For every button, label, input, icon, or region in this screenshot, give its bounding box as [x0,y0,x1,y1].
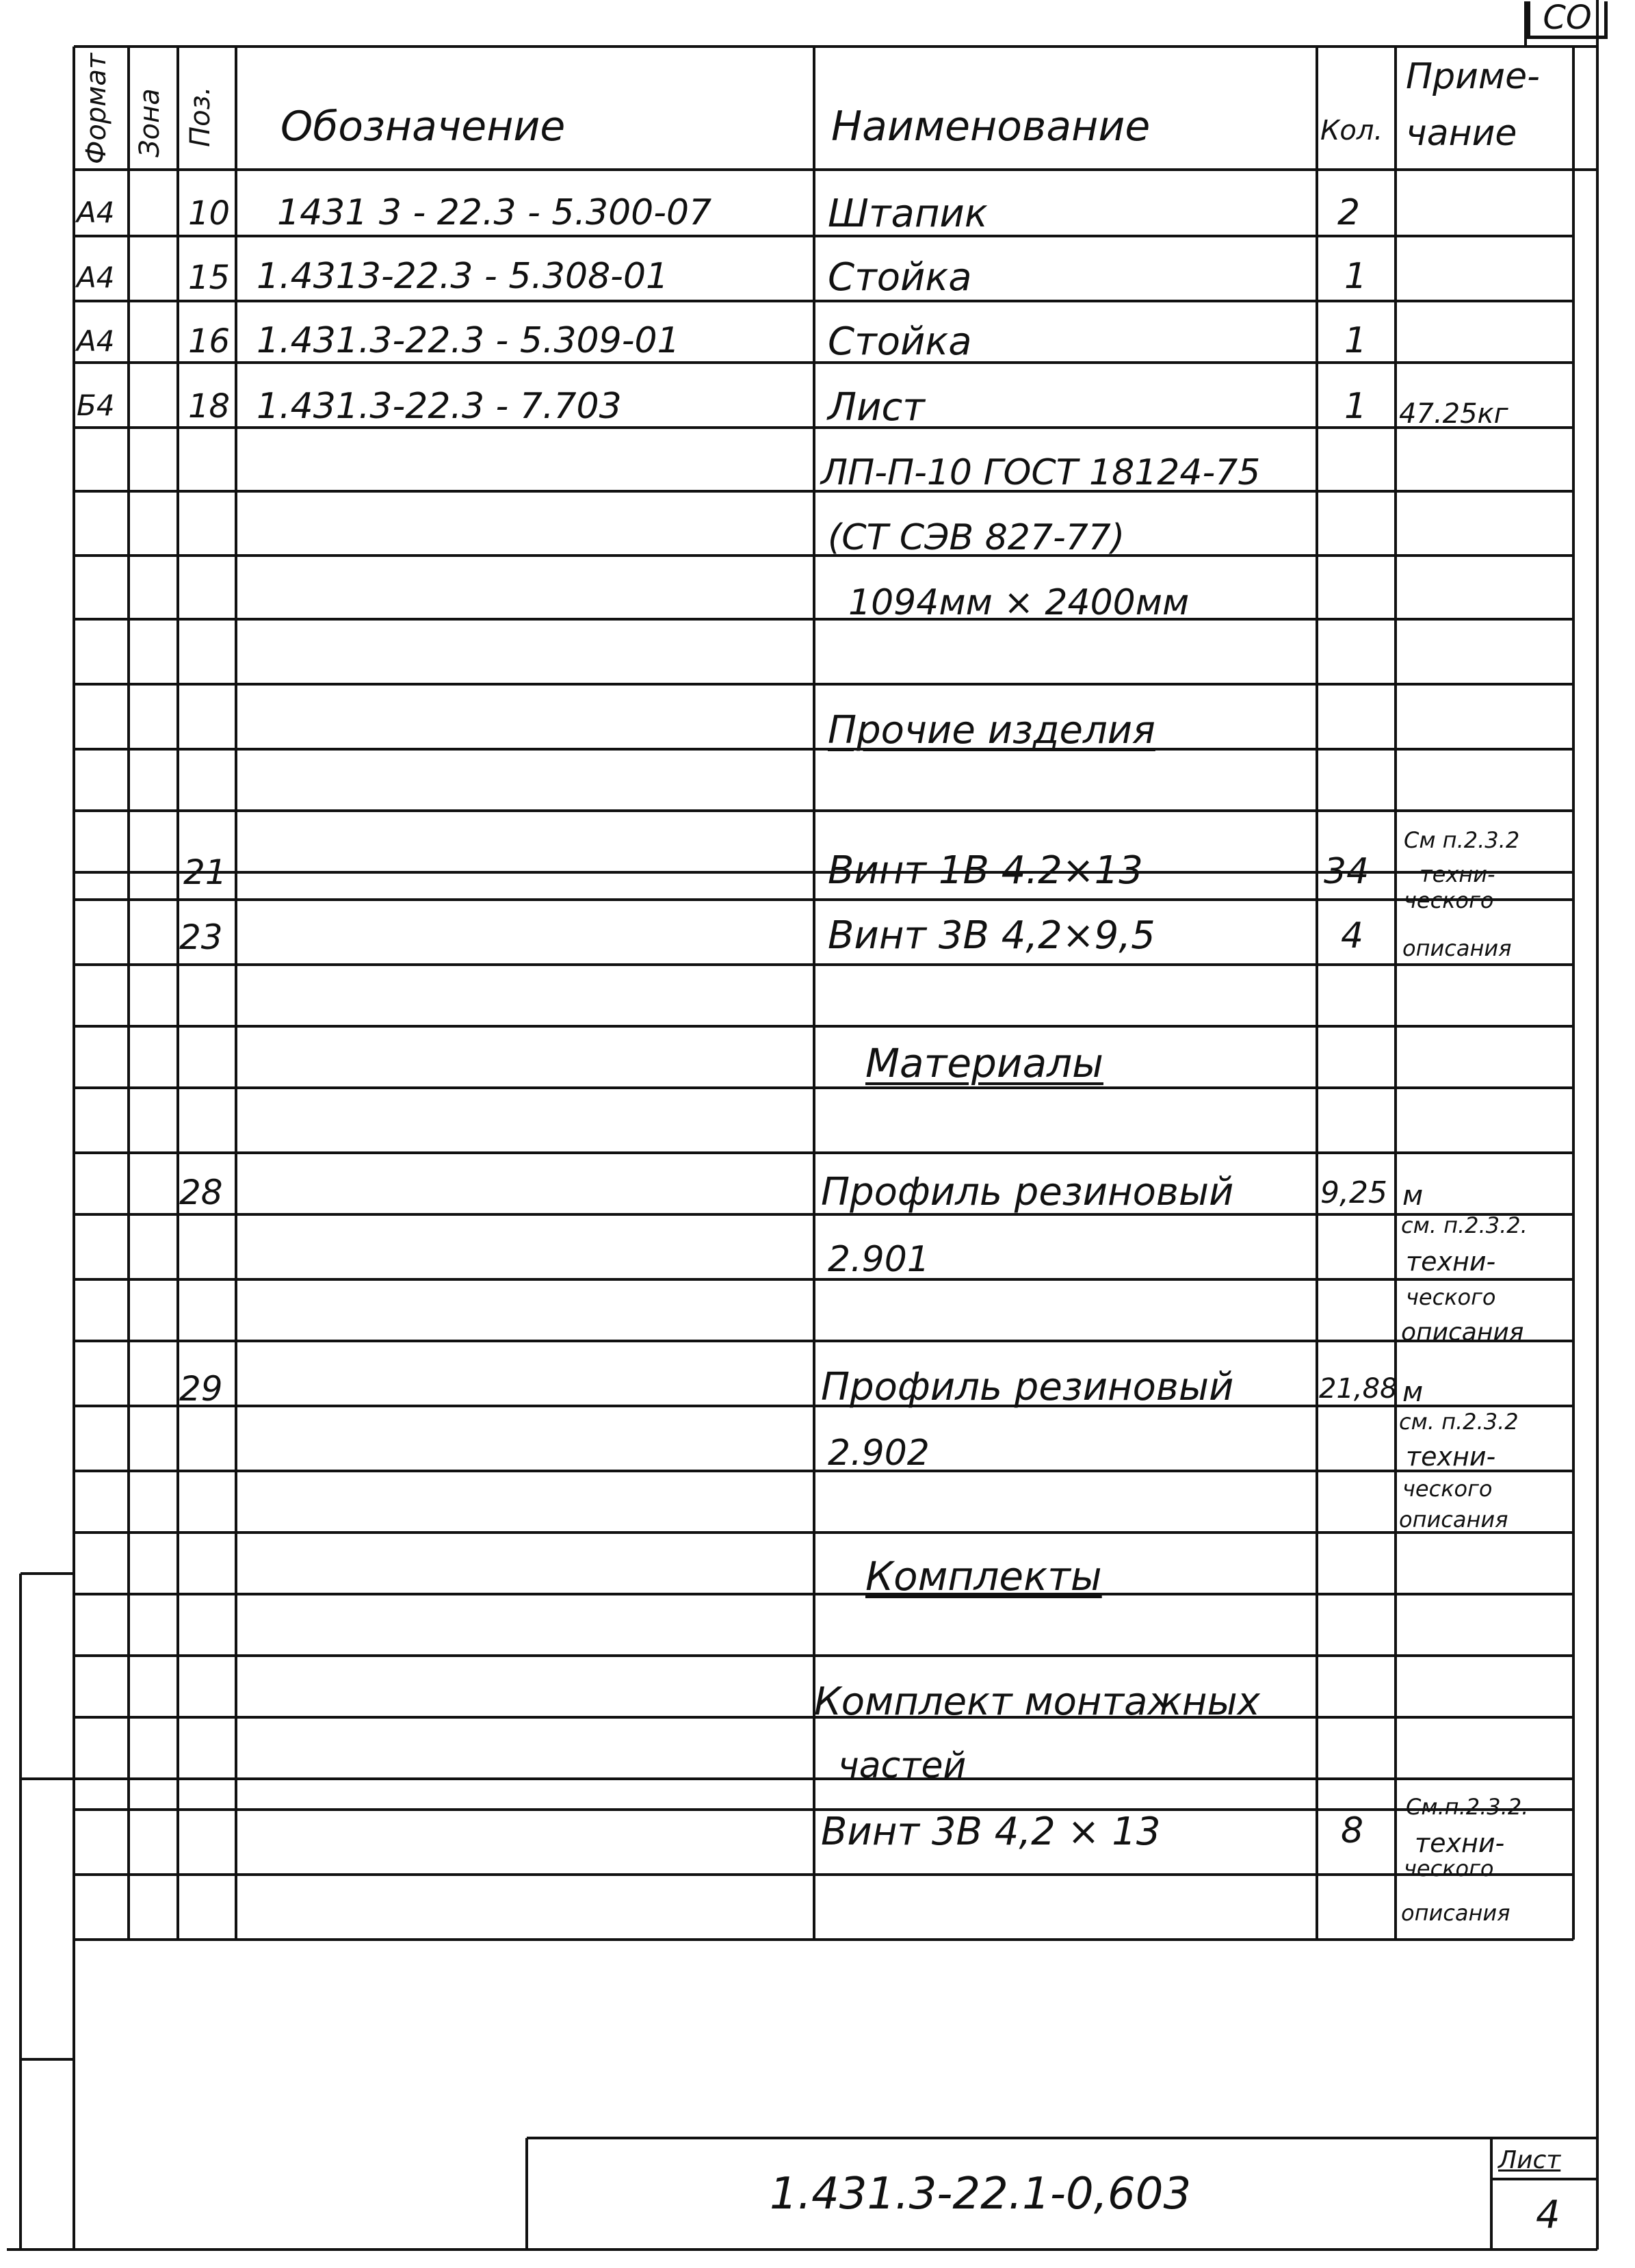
profile-2-note-3: ческого [1402,1476,1493,1502]
screw-2-name: Винт 3В 4,2×9,5 [828,913,1155,958]
row-4-designation: 1.431.3-22.3 - 7.703 [257,386,622,427]
screws-note-3: ческого [1404,887,1494,913]
row-1-qty: 2 [1337,192,1361,233]
title-block-sheet-label: Лист [1498,2146,1561,2174]
row-2-format: А4 [77,261,115,294]
row-1-name: Штапик [828,192,988,236]
row-2-pos: 15 [188,259,231,297]
header-pos: Поз. [185,86,216,147]
title-block-doc-number: 1.431.3-22.1-0,603 [770,2169,1192,2219]
row-3-name: Стойка [828,320,972,364]
row-1-pos: 10 [188,194,231,233]
header-note-line2: чание [1406,113,1517,154]
profile-2-unit: м [1402,1377,1424,1408]
profile-1-unit: м [1402,1180,1424,1212]
kit-name-line1: Комплект монтажных [814,1680,1260,1724]
row-2-qty: 1 [1344,256,1368,297]
section-other-heading: Прочие изделия [828,708,1155,753]
header-qty: Кол. [1320,115,1383,146]
kit-note-3: ческого [1404,1855,1494,1881]
screw-1-qty: 34 [1324,851,1370,892]
profile-2-name-line2: 2.902 [828,1433,930,1474]
row-2-designation: 1.4313-22.3 - 5.308-01 [257,256,669,297]
screw-2-pos: 23 [179,917,223,957]
profile-1-name-line1: Профиль резиновый [821,1170,1234,1214]
sheet-spec-line2: (СТ СЭВ 827-77) [828,517,1125,558]
screws-note-1: См п.2.3.2 [1404,827,1520,853]
profile-2-note-2: техни- [1406,1442,1496,1472]
sheet-spec-line3: 1094мм × 2400мм [848,582,1190,623]
profile-2-qty: 21,88 [1319,1373,1398,1405]
kit-note-1: См.п.2.3.2. [1406,1794,1529,1820]
header-designation: Обозначение [280,103,566,151]
row-4-format: Б4 [77,389,115,422]
row-3-format: А4 [77,324,115,358]
section-kits-heading: Комплекты [865,1553,1102,1600]
header-format: Формат [81,53,112,164]
row-4-note: 47.25кг [1399,398,1508,430]
screw-2-qty: 4 [1341,915,1364,956]
kit-item-qty: 8 [1341,1810,1364,1851]
kit-name-line2: частей [838,1745,967,1786]
kit-item-name: Винт 3В 4,2 × 13 [821,1810,1161,1854]
profile-1-note-1: см. п.2.3.2. [1401,1212,1528,1238]
row-3-pos: 16 [188,322,231,361]
profile-2-pos: 29 [179,1369,223,1409]
kit-note-2: техни- [1415,1828,1505,1858]
row-4-qty: 1 [1344,386,1368,427]
row-1-format: А4 [77,196,115,229]
row-1-designation: 1431 3 - 22.3 - 5.300-07 [277,192,712,233]
row-4-pos: 18 [188,387,231,426]
row-2-name: Стойка [828,255,972,300]
sheet-spec-line1: ЛП-П-10 ГОСТ 18124-75 [821,452,1261,493]
row-4-name: Лист [828,385,925,430]
row-3-designation: 1.431.3-22.3 - 5.309-01 [257,320,680,361]
profile-2-note-1: см. п.2.3.2 [1399,1409,1519,1435]
row-3-qty: 1 [1344,320,1368,361]
profile-1-pos: 28 [179,1173,223,1212]
profile-1-qty: 9,25 [1320,1175,1387,1210]
header-name: Наименование [831,103,1151,151]
profile-1-note-3: ческого [1406,1284,1496,1310]
screws-note-2: техни- [1420,861,1495,887]
screws-note-4: описания [1402,935,1512,961]
screw-1-pos: 21 [183,852,227,892]
kit-note-4: описания [1401,1900,1510,1926]
header-note-line1: Приме- [1406,56,1540,97]
profile-1-note-2: техни- [1406,1247,1496,1277]
profile-1-name-line2: 2.901 [828,1239,930,1280]
profile-2-name-line1: Профиль резиновый [821,1365,1234,1409]
section-materials-heading: Материалы [865,1040,1103,1086]
profile-2-note-4: описания [1399,1507,1508,1533]
corner-stamp: CO [1527,1,1608,39]
profile-1-note-4: описания [1401,1318,1524,1346]
title-block-sheet-number: 4 [1536,2193,1560,2237]
header-zone: Зона [134,88,166,157]
screw-1-name: Винт 1В 4.2×13 [828,848,1143,893]
